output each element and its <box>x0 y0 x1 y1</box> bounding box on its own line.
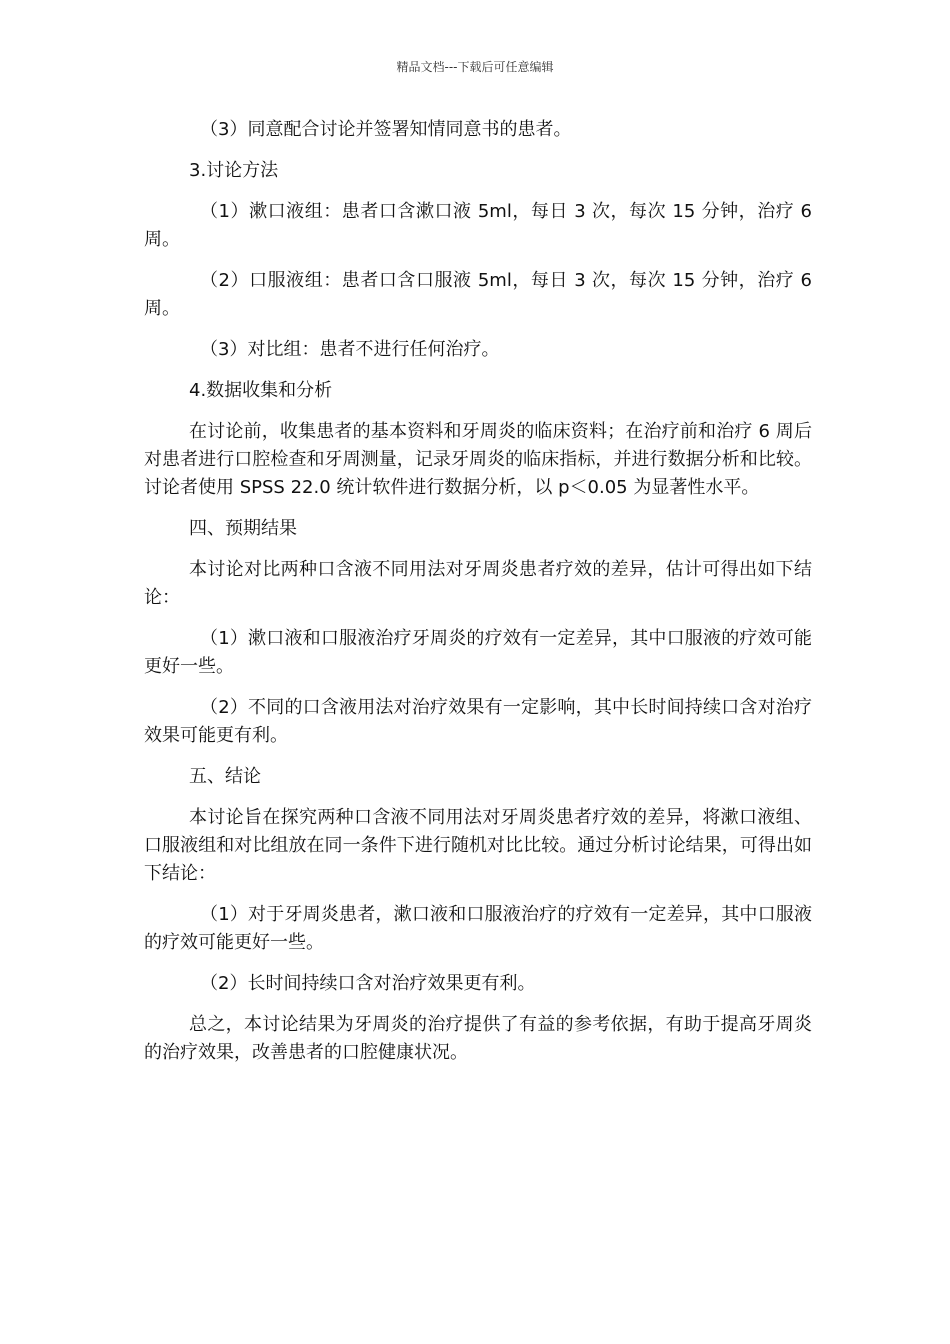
paragraph-method-oral-liquid: （2）口服液组：患者口含口服液 5ml，每日 3 次，每次 15 分钟，治疗 6 周。 <box>144 270 812 319</box>
paragraph-expected-1: （1）漱口液和口服液治疗牙周炎的疗效有一定差异，其中口服液的疗效可能更好一些。 <box>144 628 812 677</box>
document-body <box>144 116 812 1080</box>
paragraph-conclusion-1: （1）对于牙周炎患者，漱口液和口服液治疗的疗效有一定差异，其中口服液的疗效可能更好一些。 <box>144 904 812 953</box>
page-header: 精品文档---下载后可任意编辑 <box>396 60 554 74</box>
paragraph-method-mouthwash: （1）漱口液组：患者口含漱口液 5ml，每日 3 次，每次 15 分钟，治疗 6 周。 <box>144 201 812 250</box>
paragraph-expected-intro: 本讨论对比两种口含液不同用法对牙周炎患者疗效的差异，估计可得出如下结论： <box>144 559 812 608</box>
paragraph-conclusion-2: （2）长时间持续口含对治疗效果更有利。 <box>200 973 536 994</box>
paragraph-inclusion-criteria-3: （3）同意配合讨论并签署知情同意书的患者。 <box>200 119 572 140</box>
paragraph-summary: 总之，本讨论结果为牙周炎的治疗提供了有益的参考依据，有助于提高牙周炎的治疗效果，改善患者的口腔健康状况。 <box>144 1014 812 1063</box>
section-heading-methods: 3.讨论方法 <box>189 160 279 181</box>
section-heading-conclusion: 五、结论 <box>189 766 261 787</box>
paragraph-conclusion-intro: 本讨论旨在探究两种口含液不同用法对牙周炎患者疗效的差异，将漱口液组、口服液组和对比组放在同一条件下进行随机对比比较。通过分析讨论结果，可得出如下结论： <box>144 807 812 884</box>
section-heading-data-analysis: 4.数据收集和分析 <box>189 380 333 401</box>
paragraph-expected-2: （2）不同的口含液用法对治疗效果有一定影响，其中长时间持续口含对治疗效果可能更有利。 <box>144 697 812 746</box>
paragraph-data-analysis: 在讨论前，收集患者的基本资料和牙周炎的临床资料；在治疗前和治疗 6 周后对患者进行口腔检查和牙周测量，记录牙周炎的临床指标，并进行数据分析和比较。讨论者使用 SPSS 22.0 统计软件进行数据分析，以 p＜0.05 为显著性水平。 <box>144 421 812 498</box>
section-heading-expected-results: 四、预期结果 <box>189 518 297 539</box>
paragraph-method-control: （3）对比组：患者不进行任何治疗。 <box>200 339 500 360</box>
